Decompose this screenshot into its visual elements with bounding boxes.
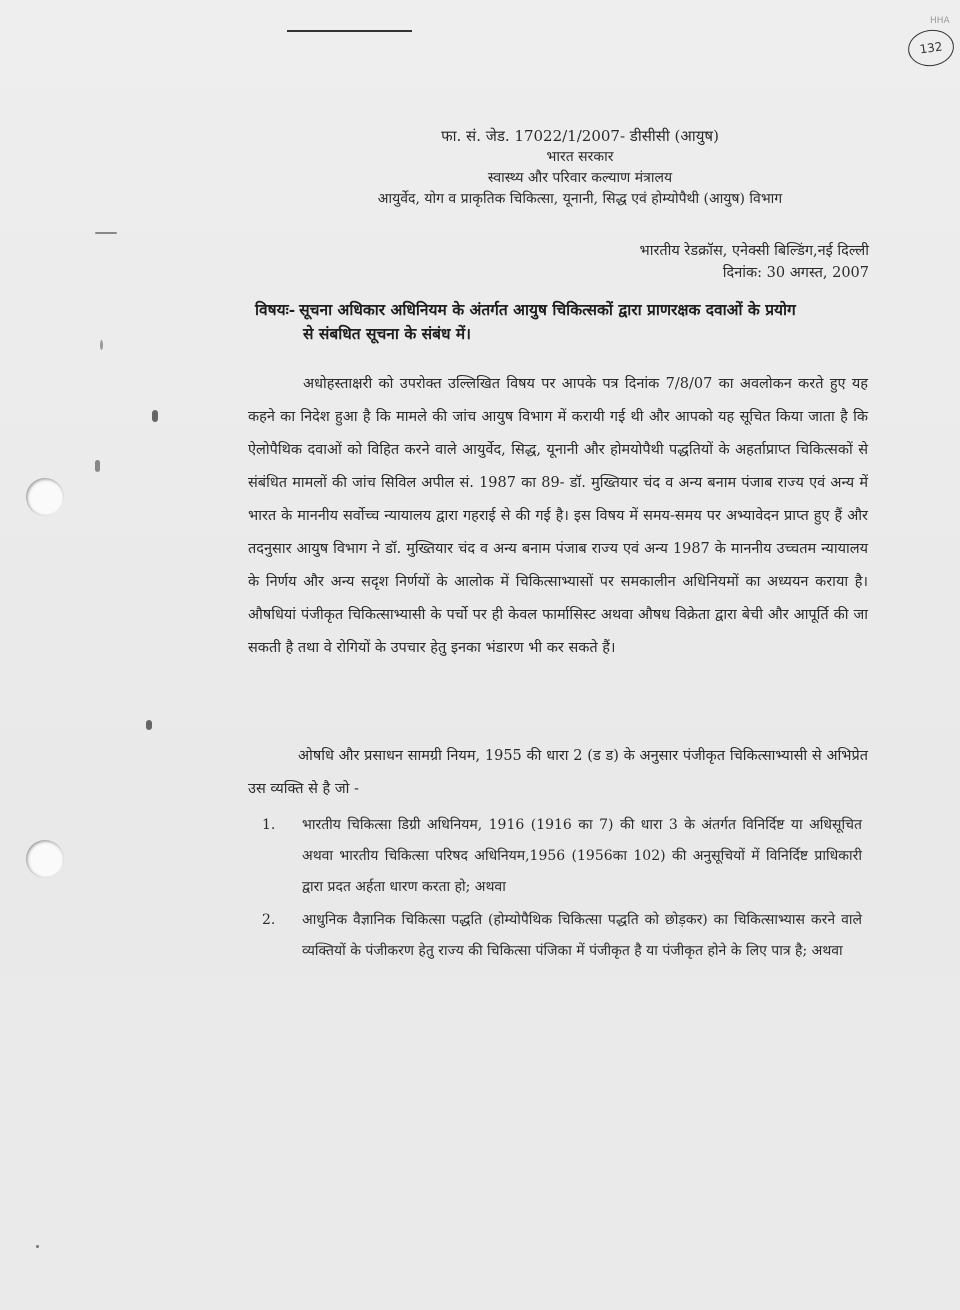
scan-mark <box>152 410 158 422</box>
subject-line-2: से संबधित सूचना के संबंध में। <box>303 324 472 343</box>
scan-mark <box>100 340 103 350</box>
top-rule <box>287 30 412 32</box>
scan-mark <box>95 460 100 472</box>
government-name: भारत सरकार <box>546 149 614 165</box>
ministry-name: स्वास्थ्य और परिवार कल्याण मंत्रालय <box>487 170 673 186</box>
list-item <box>262 810 862 909</box>
letterhead <box>280 126 880 210</box>
office-address: भारतीय रेडक्रॉस, एनेक्सी बिल्डिंग,नई दिल्ली <box>639 243 869 259</box>
scan-mark <box>36 1245 39 1248</box>
file-reference: फा. सं. जेड. 17022/1/2007- डीसीसी (आयुष) <box>441 127 719 145</box>
punch-hole <box>26 478 64 516</box>
list-item-text: आधुनिक वैज्ञानिक चिकित्सा पद्धति (होम्योपैथिक चिकित्सा पद्धति को छोड़कर) का चिकित्साभ्यास करने वाले व्यक्तियों के पंजीकरण हेतु राज्य की चिकित्सा पंजिका में पंजीकृत है या पंजीकृत होने के लिए पात्र है; अथवा <box>302 912 862 959</box>
body-paragraph-2: ओषधि और प्रसाधन सामग्री नियम, 1955 की धारा 2 (ड ड) के अनुसार पंजीकृत चिकित्साभ्यासी से अभिप्रेत उस व्यक्ति से है जो - <box>248 748 868 797</box>
department-name: आयुर्वेद, योग व प्राकृतिक चिकित्सा, यूनानी, सिद्ध एवं होम्योपैथी (आयुष) विभाग <box>377 191 783 207</box>
corner-mark: HHA <box>930 16 950 26</box>
scan-mark <box>146 720 152 730</box>
subject-label: विषयः- <box>255 300 296 319</box>
subject <box>255 298 875 346</box>
list-item-text: भारतीय चिकित्सा डिग्री अधिनियम, 1916 (1916 का 7) की धारा 3 के अंतर्गत विनिर्दिष्ट या अधिसूचित अथवा भारतीय चिकित्सा परिषद अधिनियम,1956 (1956का 102) की अनुसूचियों में विनिर्दिष्ट प्राधिकारी द्वारा प्रदत अर्हता धारण करता हो; अथवा <box>302 817 862 895</box>
letter-date: दिनांक: 30 अगस्त, 2007 <box>722 265 869 281</box>
list-item-number: 1. <box>262 817 276 833</box>
list-item <box>262 905 862 973</box>
subject-line-1: सूचना अधिकार अधिनियम के अंतर्गत आयुष चिकित्सकों द्वारा प्राणरक्षक दवाओं के प्रयोग <box>299 300 796 319</box>
body-paragraph-1: अधोहस्ताक्षरी को उपरोक्त उल्लिखित विषय पर आपके पत्र दिनांक 7/8/07 का अवलोकन करते हुए यह कहने का निदेश हुआ है कि मामले की जांच आयुष विभाग में करायी गई थी और आपको यह सूचित किया जाता है कि ऐलोपैथिक दवाओं को विहित करने वाले आयुर्वेद, सिद्ध, यूनानी और होमयोपैथी पद्धतियों के अहर्ताप्राप्त चिकित्सकों से संबंधित मामलों की जांच सिविल अपील सं. 1987 का 89- डॉ. मुख्तियार चंद व अन्य बनाम पंजाब राज्य एवं अन्य में भारत के माननीय सर्वोच्च न्यायालय द्वारा गहराई से की गई है। इस विषय में समय-समय पर अभ्यावेदन प्राप्त हुए हैं और तदनुसार आयुष विभाग ने डॉ. मुख्तियार चंद व अन्य बनाम पंजाब राज्य एवं अन्य 1987 के माननीय उच्चतम न्यायालय के निर्णय और अन्य सदृश निर्णयों के आलोक में चिकित्साभ्यासों पर समकालीन अधिनियमों का अध्ययन कराया है। औषधियां पंजीकृत चिकित्साभ्यासी के पर्चो पर ही केवल फार्मासिस्ट अथवा औषध विक्रेता द्वारा बेची और आपूर्ति की जा सकती है तथा वे रोगियों के उपचार हेतु इनका भंडारण भी कर सकते हैं। <box>248 376 868 656</box>
scan-mark <box>95 232 117 234</box>
punch-hole <box>26 840 64 878</box>
address-block <box>560 240 869 284</box>
page-number-stamp: 132 <box>906 27 957 69</box>
list-item-number: 2. <box>262 912 276 928</box>
